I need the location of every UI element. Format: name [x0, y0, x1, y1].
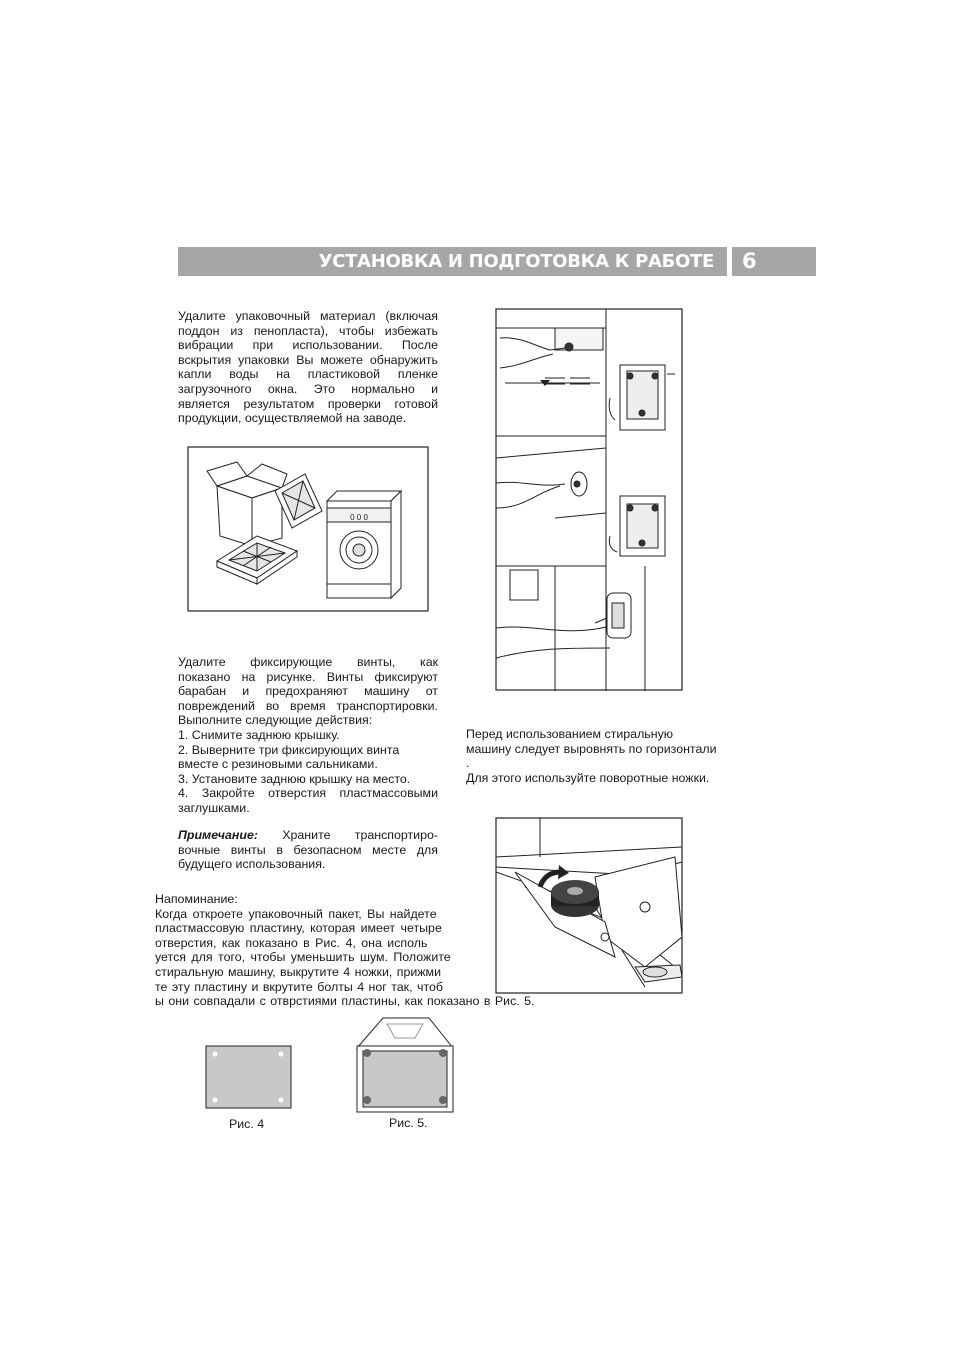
step-number: 2.	[178, 742, 189, 757]
step-text: Установите заднюю крышку на место.	[191, 771, 411, 786]
svg-text:0 0 0: 0 0 0	[350, 513, 368, 522]
text-line: Удалите фиксирующие винты, как	[178, 655, 438, 669]
figure-5-caption: Рис. 5.	[389, 1116, 428, 1130]
note-paragraph	[178, 828, 438, 872]
text-line: Удалите упаковочный материал (включая	[178, 309, 438, 323]
text-line: барабан и предохраняют машину от	[178, 684, 438, 699]
text-line: ы они совпадали с отврстиями пластины, как показано в Рис. 5.	[155, 994, 535, 1009]
step-text: заглушками.	[178, 800, 250, 815]
text-line: капли воды на пластиковой пленке	[178, 367, 438, 382]
step-text: Закройте отверстия пластмассовыми	[201, 786, 438, 801]
text-line: Для этого используйте поворотные ножки.	[466, 770, 710, 785]
step-line	[178, 786, 438, 801]
text-line: .	[466, 756, 470, 771]
step-line	[178, 728, 438, 743]
text-line: продукции, осуществляемой на заводе.	[178, 411, 407, 426]
step-number: 3.	[178, 771, 189, 786]
text-line: Перед использованием стиральную	[466, 727, 674, 741]
text-line: является результатом проверки готовой	[178, 396, 438, 411]
text-line: вскрытия упаковки Вы можете обнаружить	[178, 352, 438, 367]
screws-paragraph	[178, 655, 438, 816]
step-text: Выверните три фиксирующих винта	[191, 742, 400, 757]
level-paragraph	[466, 727, 736, 785]
text-line: те эту пластину и вкрутите болты 4 ног так, чтоб	[155, 979, 443, 994]
figure-4-caption: Рис. 4	[229, 1117, 265, 1131]
reminder-paragraph	[155, 892, 535, 1009]
unpacking-illustration	[187, 446, 429, 612]
section-title: УСТАНОВКА И ПОДГОТОВКА К РАБОТЕ	[318, 251, 714, 272]
text-line: машину следует выровнять по горизонтали	[466, 741, 717, 756]
figure-5	[355, 1016, 455, 1114]
text-line: вочные винты в безопасном месте для	[178, 842, 438, 857]
step-line	[178, 743, 438, 758]
text-line: будущего использования.	[178, 857, 326, 872]
text-line: повреждений во время транспортировки.	[178, 698, 438, 713]
step-text: Снимите заднюю крышку.	[191, 727, 340, 742]
text-line: уется для того, чтобы уменьшить шум. Положите	[155, 950, 451, 965]
reminder-title: Напоминание:	[155, 892, 238, 906]
page-number: 6	[742, 249, 757, 273]
text-line: Храните транспортиро-	[282, 828, 438, 842]
figure-4	[205, 1045, 293, 1111]
note-label: Примечание:	[178, 828, 258, 842]
text-line: показано на рисунке. Винты фиксируют	[178, 669, 438, 684]
text-line: стиральную машину, выкрутите 4 ножки, прижми	[155, 964, 442, 979]
text-line: пластмассовую пластину, которая имеет четыре	[155, 921, 442, 936]
text-line: Выполните следующие действия:	[178, 713, 373, 728]
text-line: поддон из пенопласта), чтобы избежать	[178, 323, 438, 338]
screw-removal-illustration	[495, 308, 683, 691]
text-line: загрузочного окна. Это нормально и	[178, 381, 438, 396]
step-line	[178, 801, 438, 816]
step-line	[178, 757, 438, 772]
step-text: вместе с резиновыми сальниками.	[178, 757, 378, 772]
text-line: отверстия, как показано в Рис. 4, она исполь	[155, 935, 428, 950]
text-line: Когда откроете упаковочный пакет, Вы найдете	[155, 906, 437, 921]
page-number-box	[732, 247, 816, 276]
leveling-feet-illustration	[495, 817, 683, 994]
unpack-paragraph	[178, 309, 438, 426]
step-number: 4.	[178, 786, 189, 801]
step-number: 1.	[178, 727, 189, 742]
step-line	[178, 772, 438, 787]
text-line: вибрации при использовании. После	[178, 338, 438, 353]
